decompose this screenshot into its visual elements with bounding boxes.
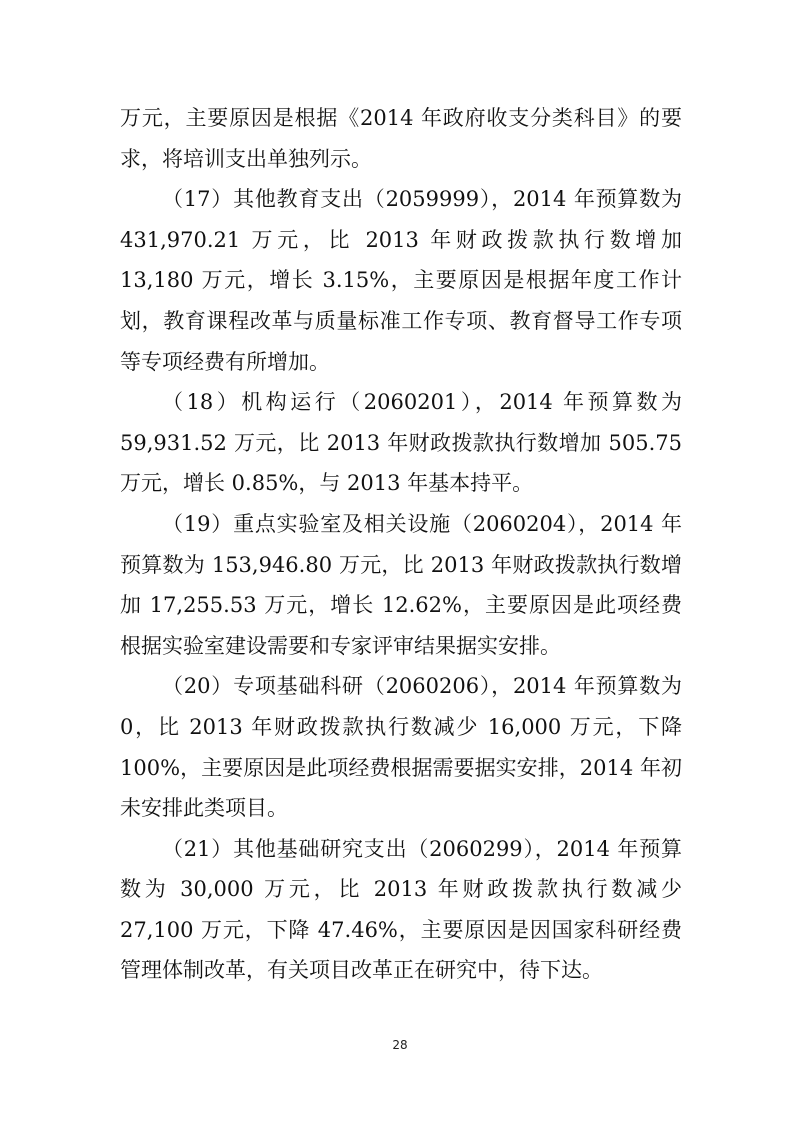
paragraph-continuation: 万元，主要原因是根据《2014 年政府收支分类科目》的要求，将培训支出单独列示。 bbox=[120, 106, 682, 171]
paragraph-item-17: （17）其他教育支出（2059999），2014 年预算数为 431,970.21 万元，比 2013 年财政拨款执行数增加 13,180 万元，增长 3.15%，主要原因是根据年度工作计划，教育课程改革与质量标准工作专项、教育督导工作专项等专项经费有所增加。 bbox=[120, 187, 682, 374]
paragraph-item-18: （18）机构运行（2060201），2014 年预算数为 59,931.52 万元，比 2013 年财政拨款执行数增加 505.75 万元，增长 0.85%，与 2013 年基本持平。 bbox=[120, 390, 682, 496]
paragraph-item-20: （20）专项基础科研（2060206），2014 年预算数为 0，比 2013 年财政拨款执行数减少 16,000 万元，下降 100%，主要原因是此项经费根据需要据实安排，2014 年初未安排此类项目。 bbox=[120, 674, 682, 821]
page-number: 28 bbox=[392, 1038, 408, 1052]
paragraph-item-21: （21）其他基础研究支出（2060299），2014 年预算数为 30,000 万元，比 2013 年财政拨款执行数减少 27,100 万元，下降 47.46%，主要原因是因国家科研经费管理体制改革，有关项目改革正在研究中，待下达。 bbox=[120, 836, 682, 983]
paragraph-item-19: （19）重点实验室及相关设施（2060204），2014 年预算数为 153,946.80 万元，比 2013 年财政拨款执行数增加 17,255.53 万元，增长 12.62%，主要原因是此项经费根据实验室建设需要和专家评审结果据实安排。 bbox=[120, 511, 682, 658]
body-text bbox=[120, 98, 682, 991]
